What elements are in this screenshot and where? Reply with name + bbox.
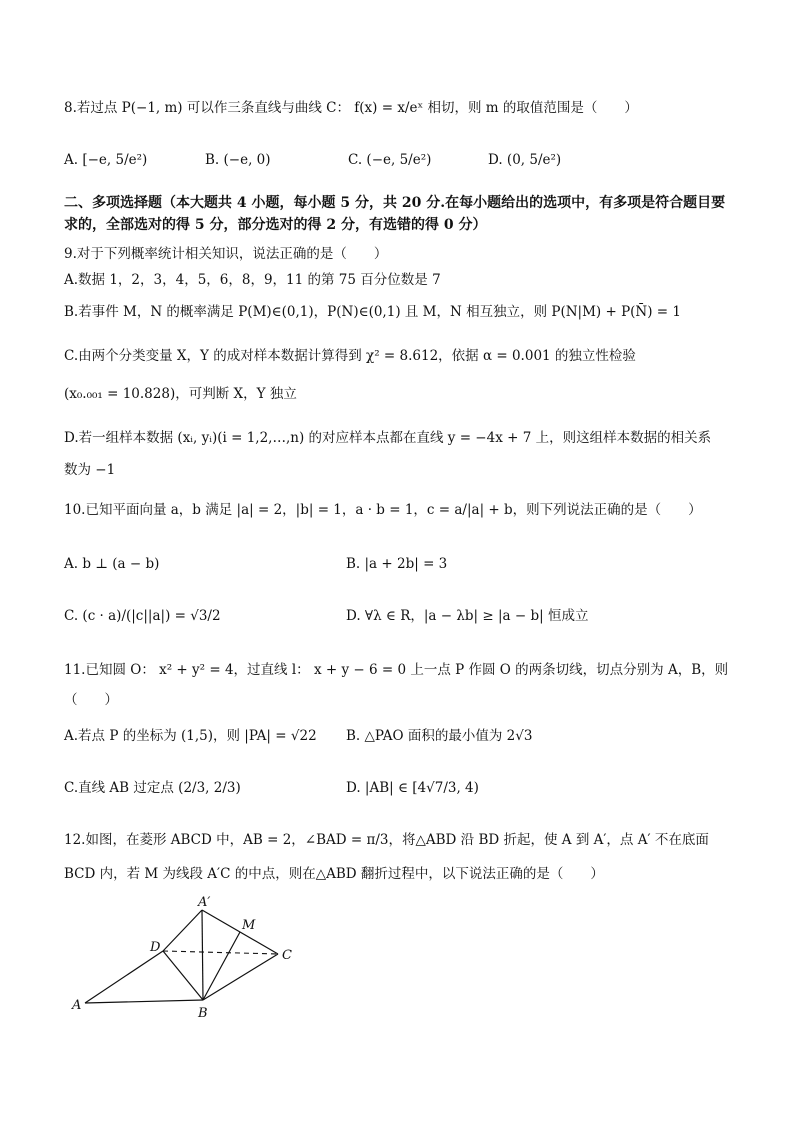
label-A-prime: A′ [198, 895, 211, 910]
edge-DB [163, 951, 203, 1000]
q10-option-c: C. (c · a)/(|c||a|) = √3/2 [64, 608, 221, 624]
q10-option-a: A. b ⊥ (a − b) [64, 556, 160, 572]
section-heading: 二、多项选择题（本大题共 4 小题，每小题 5 分，共 20 分.在每小题给出的选项中，有多项是符合题目要求的，全部选对的得 5 分，部分选对的得 2 分，有选错的得 0 分） [64, 195, 726, 233]
edge-AB [85, 1000, 203, 1003]
q11-option-c: C.直线 AB 过定点 (2/3, 2/3) [64, 780, 241, 796]
label-A: A [72, 998, 82, 1013]
label-B: B [198, 1006, 208, 1021]
q12-stem-line1: 12.如图，在菱形 ABCD 中，AB = 2，∠BAD = π/3，将△ABD 沿 BD 折起，使 A 到 A′，点 A′ 不在底面 [64, 832, 709, 848]
label-C: C [282, 948, 292, 963]
rhombus-fold-figure [70, 893, 320, 1023]
q10-option-d: D. ∀λ ∈ R，|a − λb| ≥ |a − b| 恒成立 [346, 608, 589, 624]
edge-DC-hidden [163, 951, 278, 954]
q11-option-d: D. |AB| ∈ [4√7/3, 4) [346, 780, 479, 796]
q11-option-a: A.若点 P 的坐标为 (1,5)，则 |PA| = √22 [64, 728, 317, 744]
q8-option-d: D. (0, 5/e²) [488, 152, 562, 168]
q9-option-a: A.数据 1，2，3，4，5，6，8，9，11 的第 75 百分位数是 7 [64, 272, 441, 288]
q9-option-d-line1: D.若一组样本数据 (xᵢ, yᵢ)(i = 1,2,…,n) 的对应样本点都在直线 y = −4x + 7 上，则这组样本数据的相关系 [64, 430, 712, 446]
label-M: M [242, 918, 256, 933]
q9-option-c-line1: C.由两个分类变量 X，Y 的成对样本数据计算得到 χ² = 8.612，依据 α = 0.001 的独立性检验 [64, 348, 636, 364]
q8-option-c: C. (−e, 5/e²) [348, 152, 432, 168]
q10-stem: 10.已知平面向量 a，b 满足 |a| = 2，|b| = 1，a · b = 1，c = a/|a| + b，则下列说法正确的是（ ） [64, 502, 702, 518]
edge-AD [85, 951, 163, 1003]
edge-DA1 [163, 910, 202, 951]
q8-option-b: B. (−e, 0) [205, 152, 271, 168]
q8-stem: 8.若过点 P(−1, m) 可以作三条直线与曲线 C： f(x) = x/eˣ 相切，则 m 的取值范围是（ ） [64, 100, 638, 116]
q10-option-b: B. |a + 2b| = 3 [346, 556, 448, 572]
q11-stem-line1: 11.已知圆 O： x² + y² = 4，过直线 l： x + y − 6 = 0 上一点 P 作圆 O 的两条切线，切点分别为 A，B，则 [64, 662, 729, 678]
edge-BC [203, 954, 278, 1000]
q9-stem: 9.对于下列概率统计相关知识，说法正确的是（ ） [64, 246, 388, 262]
q11-stem-line2: （ ） [64, 692, 118, 708]
q11-option-b: B. △PAO 面积的最小值为 2√3 [346, 728, 533, 744]
q8-option-a: A. [−e, 5/e²) [64, 152, 148, 168]
edge-A1B [202, 910, 203, 1000]
q9-option-b: B.若事件 M，N 的概率满足 P(M)∈(0,1)，P(N)∈(0,1) 且 M，N 相互独立，则 P(N|M) + P(N̄) = 1 [64, 304, 681, 320]
q9-option-c-line2: (x₀.₀₀₁ = 10.828)，可判断 X，Y 独立 [64, 386, 297, 402]
segment-MB [203, 932, 240, 1000]
q12-stem-line2: BCD 内，若 M 为线段 A′C 的中点，则在△ABD 翻折过程中，以下说法正确的是（ ） [64, 866, 604, 882]
label-D: D [150, 940, 161, 955]
q9-option-d-line2: 数为 −1 [64, 462, 116, 478]
